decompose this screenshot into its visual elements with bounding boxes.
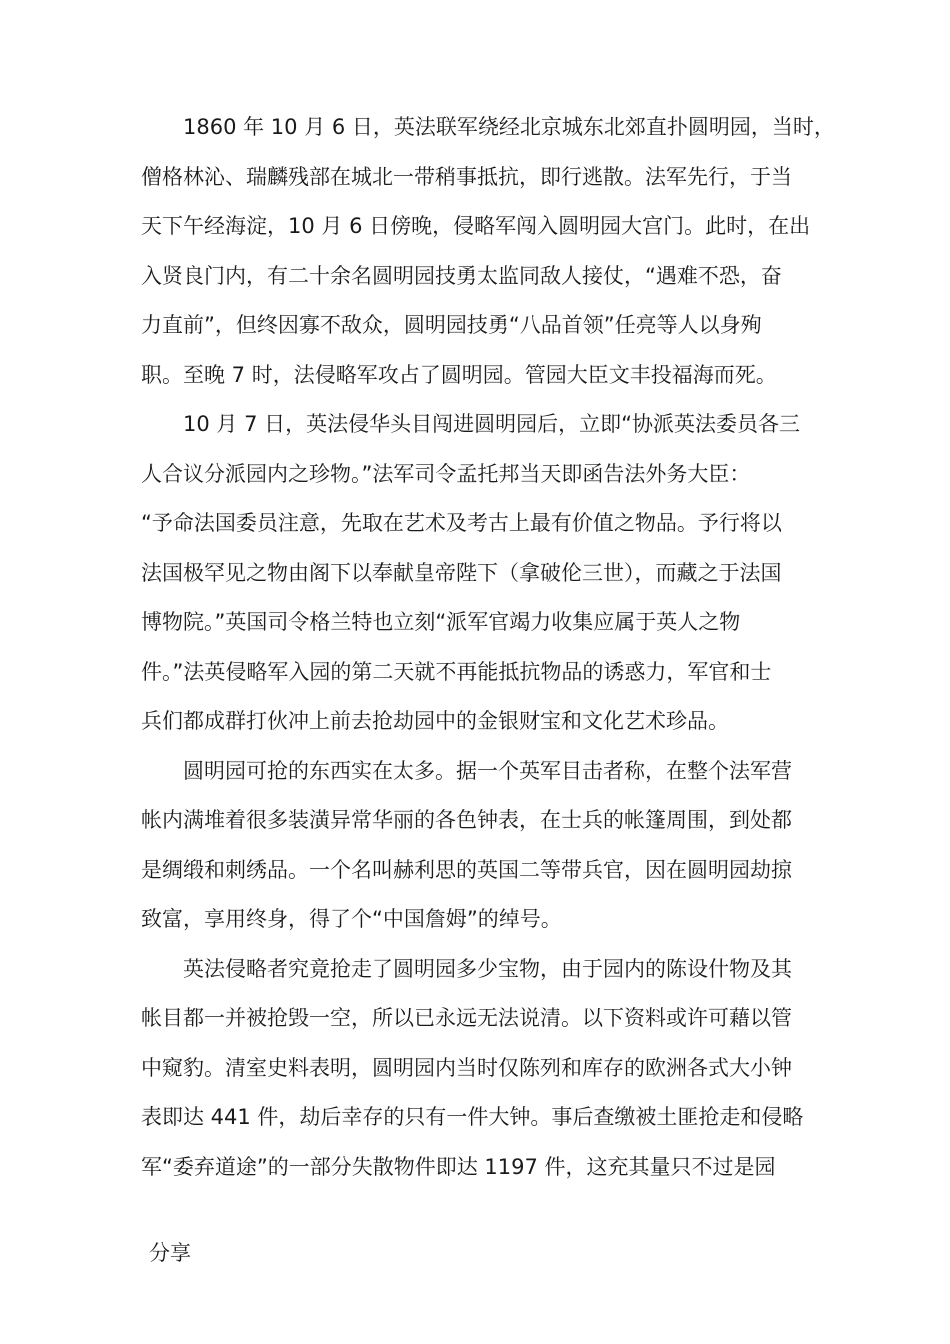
paragraph-2 [141,400,821,747]
text-line: 表即达 441 件，劫后幸存的只有一件大钟。事后查缴被土匪抢走和侵略 [141,1105,804,1129]
text-line: 僧格林沁、瑞麟残部在城北一带稍事抵抗，即行逃散。法军先行，于当 [141,164,792,189]
text-line: 博物院。”英国司令格兰特也立刻“派军官竭力收集应属于英人之物 [141,610,741,634]
text-line: “予命法国委员注意，先取在艺术及考古上最有价值之物品。予行将以 [141,511,782,535]
paragraph-1 [141,103,835,400]
text-line: 中窥豹。清室史料表明，圆明园内当时仅陈列和库存的欧洲各式大小钟 [141,1055,792,1080]
text-line: 帐内满堆着很多装潢异常华丽的各色钟表，在士兵的帐篷周围，到处都 [141,808,792,832]
text-line: 入贤良门内，有二十余名圆明园技勇太监同敌人接仗，“遇难不恐，奋 [141,263,782,288]
text-line: 力直前”，但终因寡不敌众，圆明园技勇“八品首领”任亮等人以身殉 [141,313,762,337]
article-body [141,103,835,1192]
text-line: 是绸缎和刺绣品。一个名叫赫利思的英国二等带兵官，因在圆明园劫掠 [141,857,792,882]
text-line: 法国极罕见之物由阁下以奉献皇帝陛下（拿破伦三世），而藏之于法国 [141,560,782,585]
text-line: 职。至晚 7 时，法侵略军攻占了圆明园。管园大臣文丰投福海而死。 [141,362,777,387]
text-line: 件。”法英侵略军入园的第二天就不再能抵抗物品的诱惑力，军官和士 [141,659,772,684]
share-label[interactable]: 分享 [149,1241,191,1265]
text-line: 10 月 7 日，英法侵华头目闯进圆明园后，立即“协派英法委员各三 [141,412,800,436]
paragraph-4 [141,945,821,1193]
text-line: 军“委弃道途”的一部分失散物件即达 1197 件，这充其量只不过是园 [141,1154,776,1179]
text-line: 兵们都成群打伙冲上前去抢劫园中的金银财宝和文化艺术珍品。 [141,709,729,733]
text-line: 帐目都一并被抢毁一空，所以已永远无法说清。以下资料或许可藉以管 [141,1006,792,1030]
paragraph-3 [141,747,821,945]
text-line: 圆明园可抢的东西实在太多。据一个英军目击者称，在整个法军营 [141,758,792,783]
text-line: 1860 年 10 月 6 日，英法联军绕经北京城东北郊直扑圆明园，当时， [141,115,835,139]
text-line: 英法侵略者究竟抢走了圆明园多少宝物，由于园内的陈设什物及其 [141,956,792,981]
text-line: 天下午经海淀，10 月 6 日傍晚，侵略军闯入圆明园大宫门。此时，在出 [141,214,811,238]
text-line: 人合议分派园内之珍物。”法军司令孟托邦当天即函告法外务大臣： [141,461,751,486]
text-line: 致富，享用终身，得了个“中国詹姆”的绰号。 [141,907,562,931]
